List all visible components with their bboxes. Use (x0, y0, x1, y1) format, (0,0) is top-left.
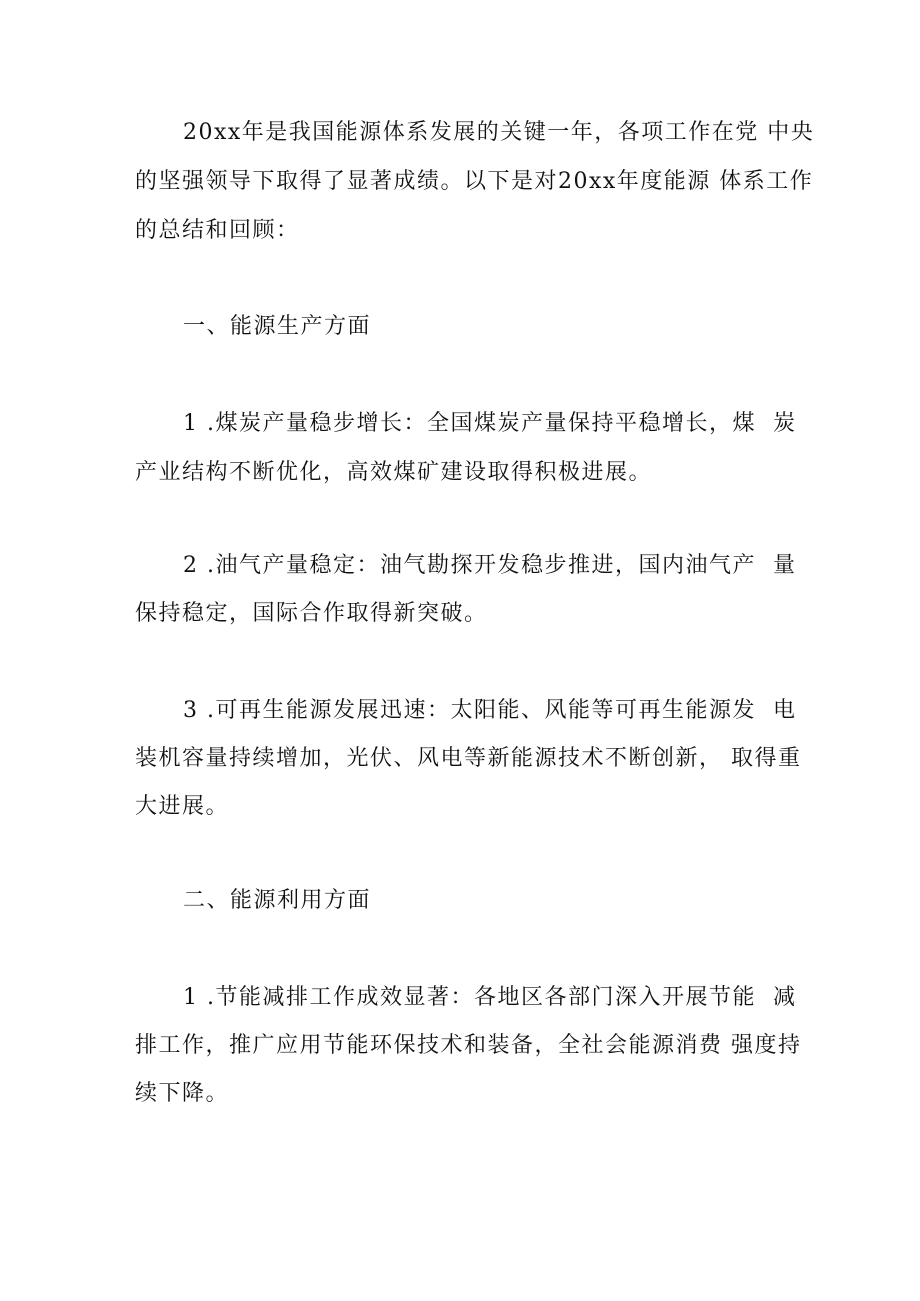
paragraph-intro-line-3: 的总结和回顾： (135, 218, 300, 243)
item-1-energy-saving-line-3: 续下降。 (135, 1081, 230, 1106)
item-1-coal-line-1: 1 .煤炭产量稳步增长：全国煤炭产量保持平稳增长，煤 炭 (183, 411, 797, 436)
item-2-oil-gas-line-1: 2 .油气产量稳定：油气勘探开发稳步推进，国内油气产 量 (183, 553, 797, 578)
section-heading-energy-use: 二、能源利用方面 (183, 888, 372, 913)
paragraph-intro-line-2: 的坚强领导下取得了显著成绩。以下是对20xx年度能源 体系工作 (135, 169, 814, 194)
paragraph-intro-line-1: 20xx年是我国能源体系发展的关键一年，各项工作在党 中央 (183, 120, 815, 145)
item-1-energy-saving-line-2: 排工作，推广应用节能环保技术和装备，全社会能源消费 强度持 (135, 1033, 802, 1058)
item-1-coal-line-2: 产业结构不断优化，高效煤矿建设取得积极进展。 (135, 460, 653, 485)
section-heading-energy-production: 一、能源生产方面 (183, 314, 372, 339)
item-3-renewable-line-1: 3 .可再生能源发展迅速：太阳能、风能等可再生能源发 电 (183, 698, 797, 723)
item-3-renewable-line-3: 大进展。 (135, 794, 230, 819)
item-2-oil-gas-line-2: 保持稳定，国际合作取得新突破。 (135, 601, 488, 626)
item-3-renewable-line-2: 装机容量持续增加，光伏、风电等新能源技术不断创新， 取得重 (135, 746, 802, 771)
item-1-energy-saving-line-1: 1 .节能减排工作成效显著：各地区各部门深入开展节能 减 (183, 985, 797, 1010)
